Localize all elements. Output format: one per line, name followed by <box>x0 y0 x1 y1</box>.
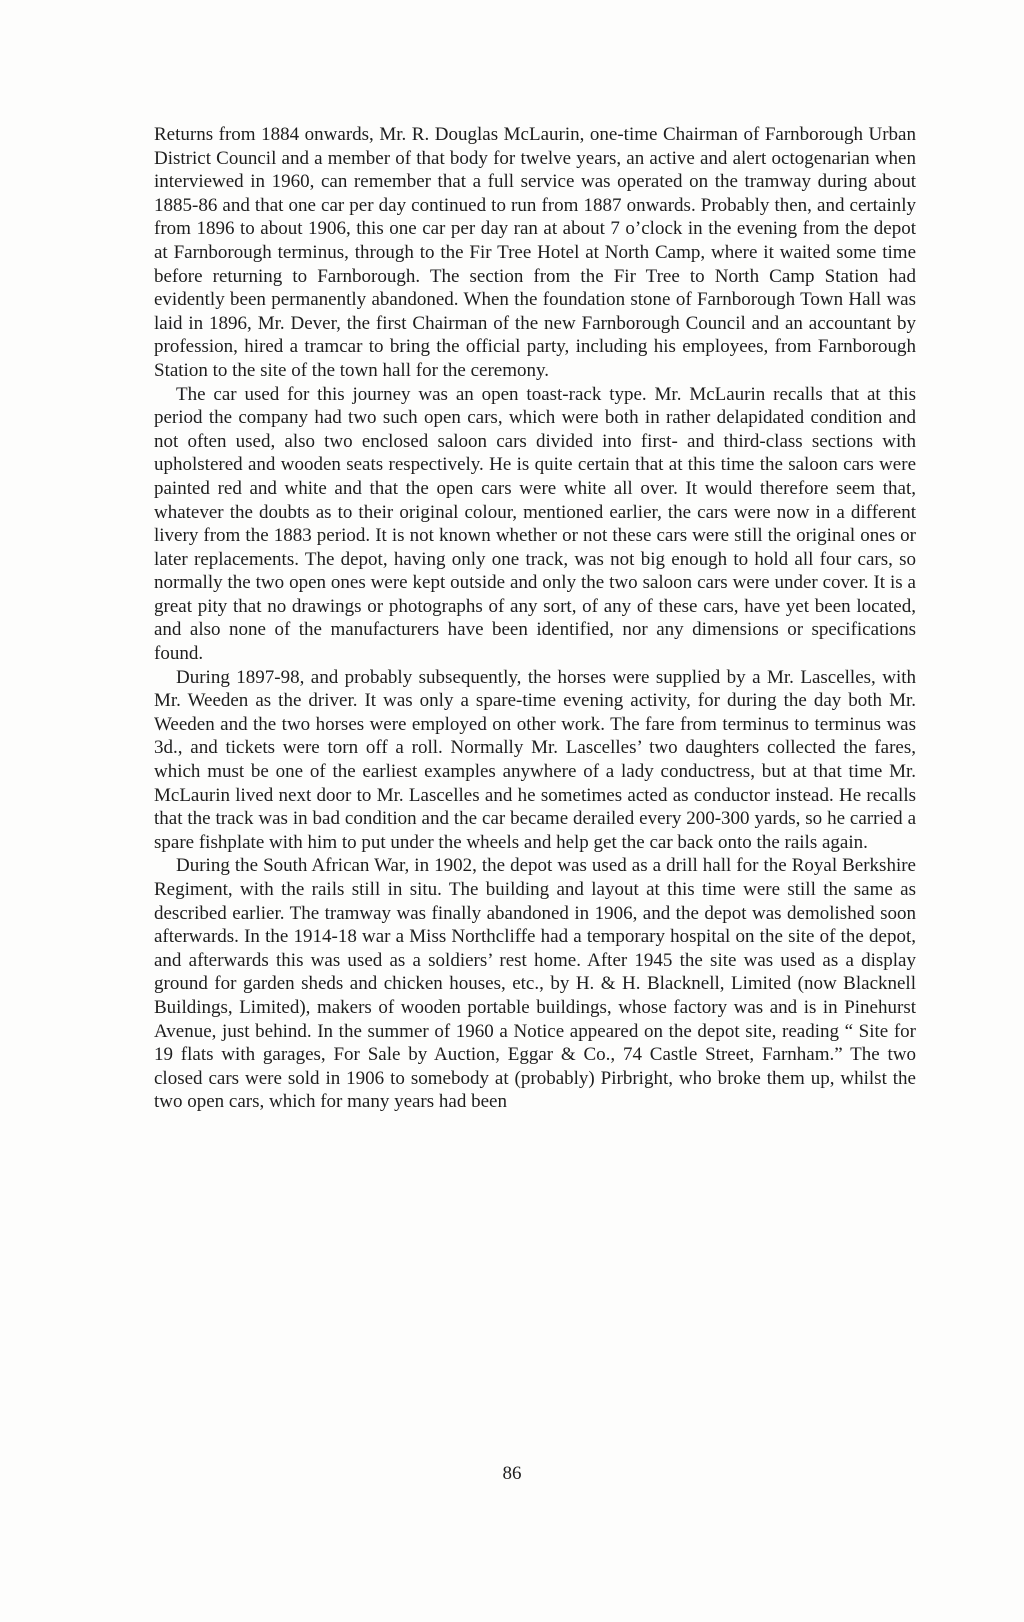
paragraph-2: The car used for this journey was an open toast-rack type. Mr. McLaurin recalls that at this period the company had two such open cars, which were both in rather delapidated condition and not often used, also two enclosed saloon cars divided into first- and third-class sections with upholstered and wooden seats respectively. He is quite certain that at this time the saloon cars were painted red and white and that the open cars were white all over. It would therefore seem that, whatever the doubts as to their original colour, mentioned earlier, the cars were now in a different livery from the 1883 period. It is not known whether or not these cars were still the original ones or later replacements. The depot, having only one track, was not big enough to hold all four cars, so normally the two open ones were kept outside and only the two saloon cars were under cover. It is a great pity that no drawings or photographs of any sort, of any of these cars, have yet been located, and also none of the manufacturers have been identified, nor any dimensions or specifications found. <box>154 383 916 665</box>
paragraph-1: Returns from 1884 onwards, Mr. R. Douglas McLaurin, one-time Chairman of Farnborough Urban District Council and a member of that body for twelve years, an active and alert octogenarian when interviewed in 1960, can remember that a full service was operated on the tramway during about 1885-86 and that one car per day continued to run from 1887 onwards. Probably then, and certainly from 1896 to about 1906, this one car per day ran at about 7 o’clock in the evening from the depot at Farnborough terminus, through to the Fir Tree Hotel at North Camp, where it waited some time before returning to Farnborough. The section from the Fir Tree to North Camp Station had evidently been permanently abandoned. When the foundation stone of Farnborough Town Hall was laid in 1896, Mr. Dever, the first Chairman of the new Farnborough Council and an accountant by profession, hired a tramcar to bring the official party, including his employees, from Farnborough Station to the site of the town hall for the ceremony. <box>154 124 916 381</box>
paragraph-3: During 1897-98, and probably subsequently, the horses were supplied by a Mr. Lascelles, with Mr. Weeden as the driver. It was only a spare-time evening activity, for during the day both Mr. Weeden and the two horses were employed on other work. The fare from terminus to terminus was 3d., and tickets were torn off a roll. Normally Mr. Lascelles’ two daughters collected the fares, which must be one of the earliest examples anywhere of a lady conductress, but at that time Mr. McLaurin lived next door to Mr. Lascelles and he sometimes acted as conductor instead. He recalls that the track was in bad condition and the car became derailed every 200-300 yards, so he carried a spare fishplate with him to put under the wheels and help get the car back onto the rails again. <box>154 666 916 853</box>
paragraph-4: During the South African War, in 1902, the depot was used as a drill hall for the Royal Berkshire Regiment, with the rails still in situ. The building and layout at this time were still the same as described earlier. The tramway was finally abandoned in 1906, and the depot was demolished soon afterwards. In the 1914-18 war a Miss Northcliffe had a temporary hospital on the site of the depot, and afterwards this was used as a soldiers’ rest home. After 1945 the site was used as a display ground for garden sheds and chicken houses, etc., by H. & H. Blacknell, Limited (now Blacknell Buildings, Limited), makers of wooden portable buildings, whose factory was and is in Pinehurst Avenue, just behind. In the summer of 1960 a Notice appeared on the depot site, reading “ Site for 19 flats with garages, For Sale by Auction, Eggar & Co., 74 Castle Street, Farnham.” The two closed cars were sold in 1906 to somebody at (probably) Pirbright, who broke them up, whilst the two open cars, which for many years had been <box>154 855 916 1113</box>
body-text <box>154 123 916 1114</box>
page-number: 86 <box>502 1463 522 1484</box>
